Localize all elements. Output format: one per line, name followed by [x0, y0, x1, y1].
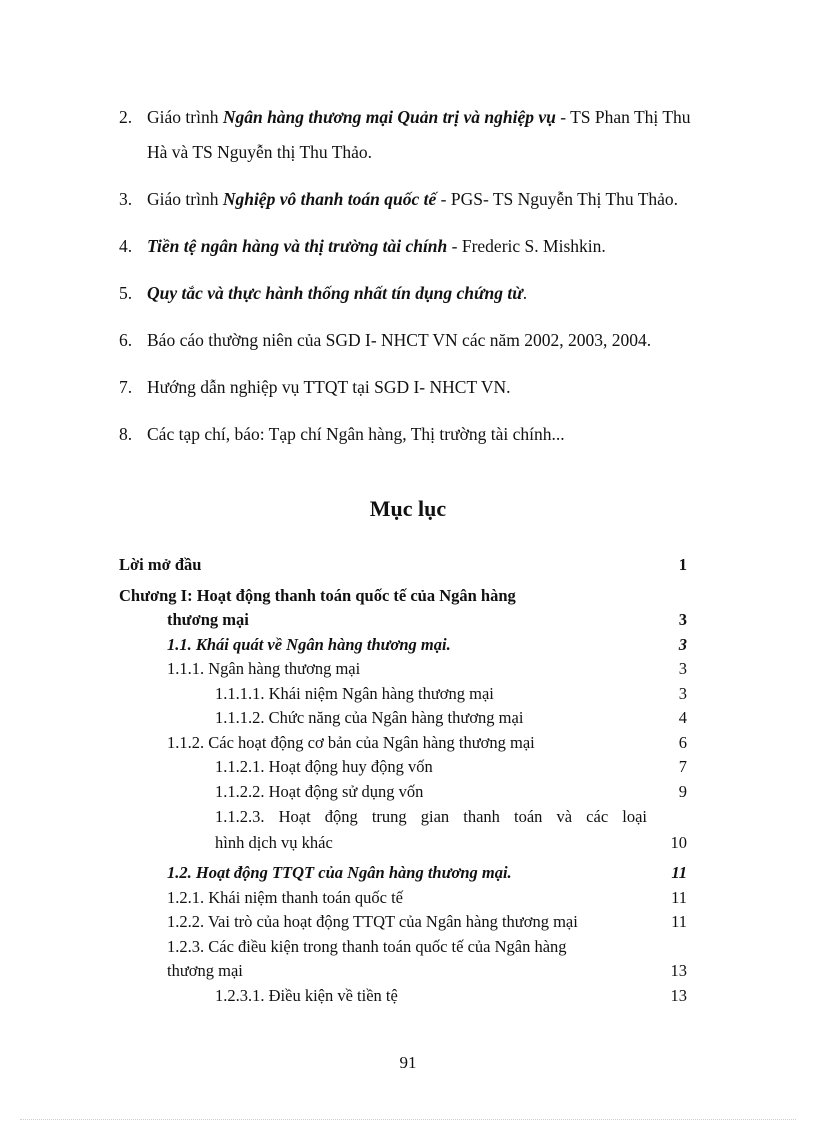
toc-entry-label: Lời mở đầu — [119, 555, 202, 574]
toc-entry-1-1-1-1[interactable] — [119, 682, 687, 707]
page-bottom-divider — [20, 1119, 796, 1120]
toc-entry-label: 1.2.3.1. Điều kiện về tiền tệ — [215, 985, 398, 1005]
reference-text — [147, 370, 699, 405]
toc-entry-page: 11 — [671, 887, 687, 907]
toc-entry-1-1-2-1[interactable] — [119, 755, 687, 780]
toc-entry-page: 11 — [671, 863, 687, 882]
reference-list — [119, 100, 699, 464]
reference-number: 5. — [119, 283, 133, 303]
toc-entry-page: 9 — [678, 781, 687, 801]
toc-entry-label: Chương I: Hoạt động thanh toán quốc tế của Ngân hàng — [119, 585, 516, 605]
toc-entry-label: 1.1.2.3. Hoạt động trung gian thanh toán và các loại — [215, 807, 647, 826]
toc-entry-page: 1 — [678, 555, 687, 574]
toc-entry-page: 6 — [678, 732, 687, 752]
reference-item — [119, 417, 699, 452]
toc-entry-page: 13 — [670, 961, 687, 980]
toc-entry-label: 1.1. Khái quát về Ngân hàng thương mại. — [167, 634, 451, 654]
reference-title: Quy tắc và thực hành thống nhất tín dụng chứng từ — [147, 283, 523, 303]
toc-entry-1-2-1[interactable] — [119, 886, 687, 911]
reference-number: 2. — [119, 107, 133, 127]
toc-entry-label: 1.1.2.2. Hoạt động sử dụng vốn — [215, 781, 424, 801]
reference-prefix: Giáo trình — [147, 189, 223, 209]
toc-entry-page: 11 — [671, 912, 687, 931]
toc-entry-label: 1.2. Hoạt động TTQT của Ngân hàng thương mại. — [167, 863, 512, 882]
toc-entry-1-1-2-3[interactable] — [119, 804, 687, 855]
reference-text — [147, 229, 699, 264]
toc-entry-1-2-2[interactable] — [119, 910, 687, 935]
reference-item — [119, 370, 699, 405]
reference-title: Ngân hàng thương mại Quản trị và nghiệp vụ — [222, 107, 556, 127]
toc-entry-page: 3 — [678, 610, 687, 629]
reference-number: 8. — [119, 424, 133, 444]
reference-text — [147, 100, 699, 170]
reference-item — [119, 229, 699, 264]
table-of-contents — [119, 553, 687, 1008]
toc-entry-label: 1.1.1. Ngân hàng thương mại — [167, 659, 361, 678]
toc-entry-intro[interactable] — [119, 553, 687, 578]
reference-title: Nghiệp vô thanh toán quốc tế — [222, 189, 437, 209]
toc-entry-label: 1.1.2. Các hoạt động cơ bản của Ngân hàng thương mại — [167, 732, 535, 752]
reference-number: 4. — [119, 236, 133, 256]
toc-entry-section-1-2[interactable] — [119, 861, 687, 886]
toc-entry-label: 1.1.2.1. Hoạt động huy động vốn — [215, 757, 433, 776]
reference-item — [119, 323, 699, 358]
reference-text — [147, 417, 699, 452]
toc-entry-1-1-1[interactable] — [119, 657, 687, 682]
reference-number: 3. — [119, 189, 133, 209]
toc-entry-page: 13 — [670, 985, 687, 1005]
reference-prefix: Báo cáo thường niên của SGD I- NHCT VN các năm 2002, 2003, 2004. — [147, 330, 652, 350]
toc-title: Mục lục — [369, 496, 447, 521]
toc-entry-label: 1.1.1.2. Chức năng của Ngân hàng thương mại — [215, 708, 524, 727]
reference-text — [147, 323, 699, 358]
toc-entry-page: 3 — [678, 659, 687, 678]
reference-suffix: . — [522, 283, 528, 303]
reference-item — [119, 182, 699, 217]
reference-suffix: - PGS- TS Nguyễn Thị Thu Thảo. — [436, 189, 679, 209]
reference-prefix: Hướng dẫn nghiệp vụ TTQT tại SGD I- NHCT VN. — [147, 377, 511, 397]
reference-title: Tiền tệ ngân hàng và thị trường tài chính — [147, 236, 448, 256]
toc-entry-1-1-2[interactable] — [119, 731, 687, 756]
toc-entry-page: 7 — [678, 757, 687, 776]
toc-entry-1-1-1-2[interactable] — [119, 706, 687, 731]
reference-prefix: Các tạp chí, báo: Tạp chí Ngân hàng, Thị trường tài chính... — [147, 424, 565, 444]
reference-item — [119, 276, 699, 311]
reference-number: 7. — [119, 377, 133, 397]
toc-entry-label: 1.2.3. Các điều kiện trong thanh toán quốc tế của Ngân hàng — [167, 936, 567, 956]
toc-entry-label-continued: hình dịch vụ khác — [215, 832, 333, 852]
toc-entry-label-continued: thương mại — [167, 610, 249, 629]
toc-entry-1-2-3-1[interactable] — [119, 984, 687, 1009]
reference-number: 6. — [119, 330, 133, 350]
toc-entry-label: 1.1.1.1. Khái niệm Ngân hàng thương mại — [215, 683, 494, 703]
reference-item — [119, 100, 699, 170]
reference-prefix: Giáo trình — [147, 107, 223, 127]
toc-entry-1-1-2-2[interactable] — [119, 780, 687, 805]
toc-entry-page: 3 — [678, 683, 687, 703]
reference-suffix: - TS Phan Thị Thu Hà và TS Nguyễn thị Thu Thảo. — [147, 107, 691, 162]
toc-entry-page: 3 — [678, 634, 687, 654]
toc-entry-label-continued: thương mại — [167, 961, 243, 980]
toc-entry-label: 1.2.1. Khái niệm thanh toán quốc tế — [167, 887, 403, 907]
toc-entry-page: 10 — [670, 832, 687, 852]
toc-entry-chapter-1[interactable] — [119, 584, 687, 633]
reference-text — [147, 182, 699, 217]
toc-entry-1-2-3[interactable] — [119, 935, 687, 984]
toc-entry-section-1-1[interactable] — [119, 633, 687, 658]
reference-text — [147, 276, 699, 311]
toc-entry-label: 1.2.2. Vai trò của hoạt động TTQT của Ngân hàng thương mại — [167, 912, 578, 931]
page-number: 91 — [399, 1053, 417, 1072]
reference-suffix: - Frederic S. Mishkin. — [447, 236, 606, 256]
toc-entry-page: 4 — [678, 708, 687, 727]
